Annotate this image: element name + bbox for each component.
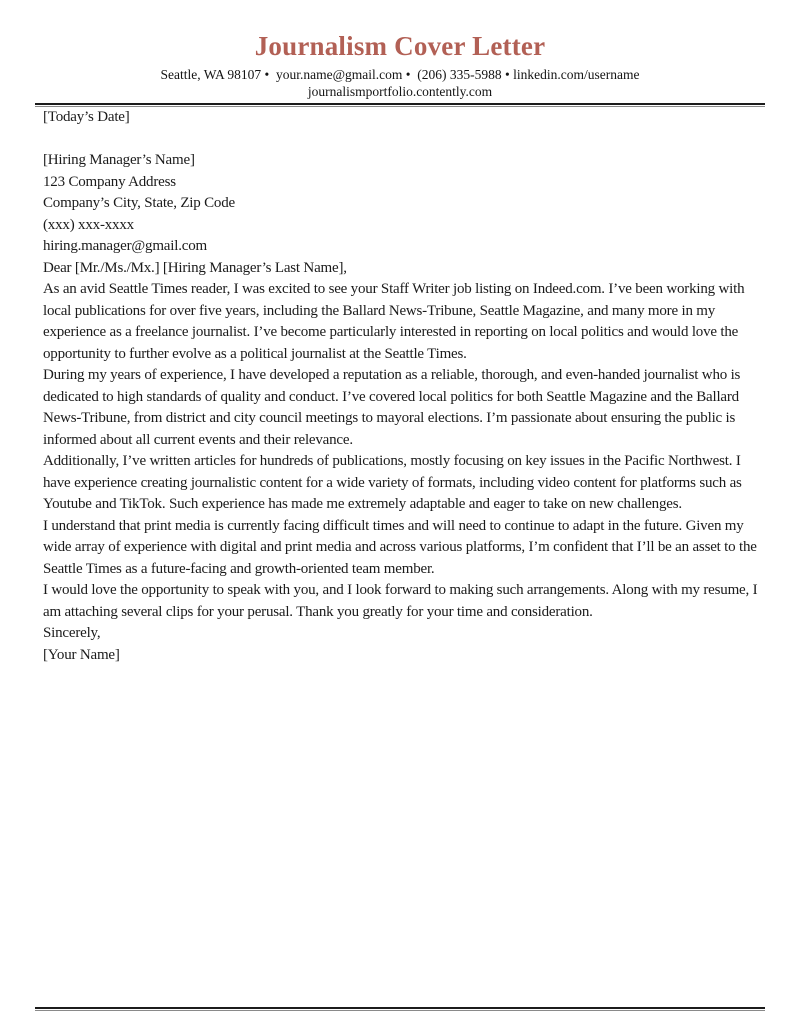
signature-placeholder: [Your Name] bbox=[43, 646, 120, 663]
recipient-address-line: 123 Company Address bbox=[43, 173, 176, 190]
letter-body bbox=[0, 107, 800, 666]
letter-header bbox=[0, 0, 800, 107]
footer-rule bbox=[35, 1007, 765, 1011]
date-placeholder: [Today’s Date] bbox=[43, 109, 130, 125]
recipient-email-line: hiring.manager@gmail.com bbox=[43, 238, 207, 254]
paragraph-intro: As an avid Seattle Times reader, I was excited to see your Staff Writer job listing on Indeed.com. I’ve been working with local publications for over five years, including the Ballard News-Tribune, Seattle Magazine, and many more in my experience as a freelance journalist. I’ve become particularly interested in reporting on local politics and would love the opportunity to further evolve as a political journalist at the Seattle Times. bbox=[43, 281, 745, 362]
page-title: Journalism Cover Letter bbox=[254, 31, 546, 61]
recipient-name-line: [Hiring Manager’s Name] bbox=[43, 152, 195, 168]
salutation: Dear [Mr./Ms./Mx.] [Hiring Manager’s Last Name], bbox=[43, 259, 347, 276]
paragraph-call-to-action: I would love the opportunity to speak with you, and I look forward to making such arrangements. Along with my resume, I am attaching several clips for your perusal. Thank you greatly for your time and consideration. bbox=[43, 582, 758, 620]
closing-salutation: Sincerely, bbox=[43, 625, 101, 641]
recipient-block bbox=[43, 150, 758, 258]
recipient-phone-line: (xxx) xxx-xxxx bbox=[43, 216, 134, 233]
paragraph-publications: Additionally, I’ve written articles for hundreds of publications, mostly focusing on key issues in the Pacific Northwest. I have experience creating journalistic content for a wide variety of formats, including video content for platforms such as Youtube and TikTok. Such experience has made me extremely adaptable and eager to take on new challenges. bbox=[43, 453, 742, 512]
contact-info-line-1: Seattle, WA 98107 • your.name@gmail.com • (206) 335-5988 • linkedin.com/username bbox=[160, 67, 640, 82]
contact-info-line-2: journalismportfolio.contently.com bbox=[307, 84, 493, 99]
paragraph-adaptability: I understand that print media is currently facing difficult times and will need to continue to adapt in the future. Given my wide array of experience with digital and print media and across various platforms, I’m confident that I’ll be an asset to the Seattle Times as a future-facing and growth-oriented team member. bbox=[43, 517, 757, 577]
paragraph-experience: During my years of experience, I have developed a reputation as a reliable, thorough, and even-handed journalist who is dedicated to high standards of quality and conduct. I’ve covered local politics for both Seattle Magazine and the Ballard News-Tribune, from district and city council meetings to mayoral elections. I’m passionate about ensuring the public is informed about all current events and their relevance. bbox=[43, 367, 741, 448]
recipient-city-state-zip-line: Company’s City, State, Zip Code bbox=[43, 195, 235, 211]
